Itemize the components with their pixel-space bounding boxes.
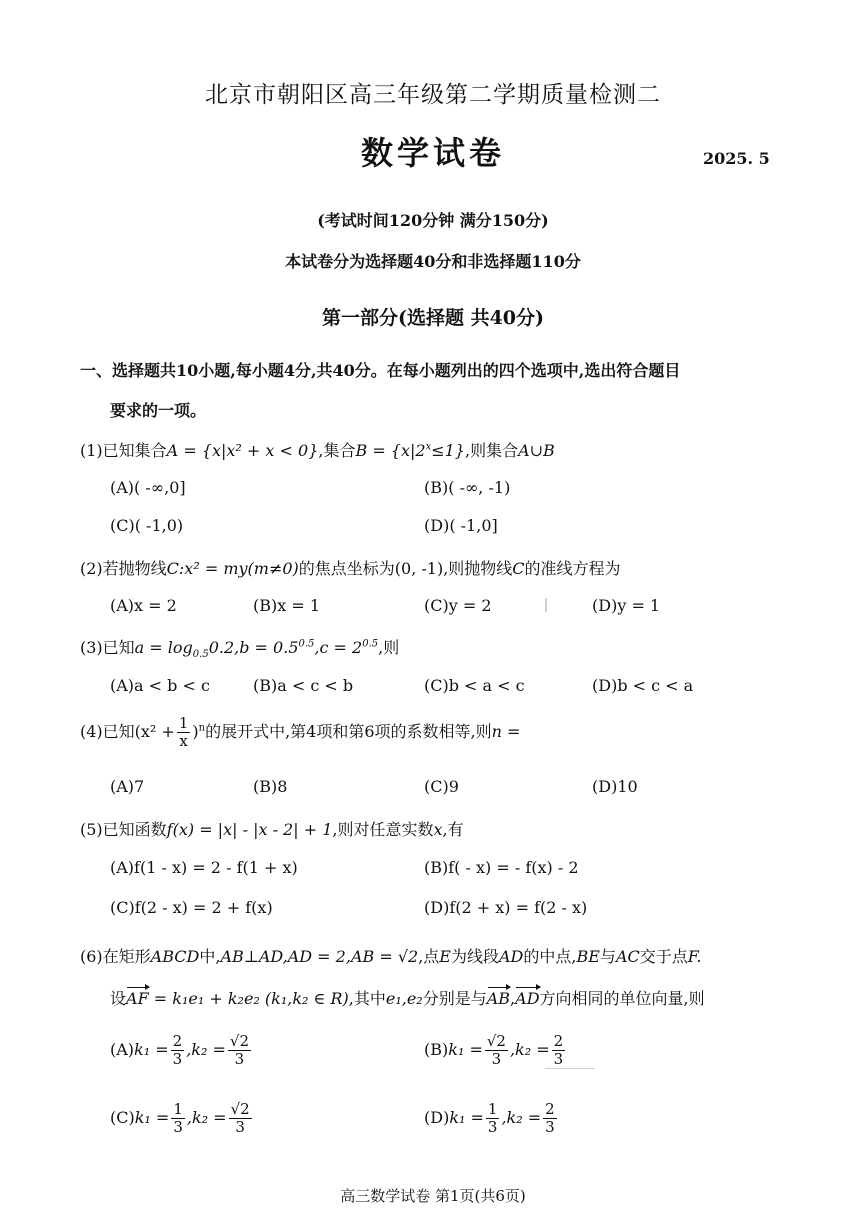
q6-c-k1: k₁ = xyxy=(134,1108,170,1127)
exam-title: 北京市朝阳区高三年级第二学期质量检测二 xyxy=(205,82,661,108)
q6-b-k2-num: 2 xyxy=(553,1032,564,1050)
q1-text: ,集合 xyxy=(318,441,356,460)
q6-option-d xyxy=(424,1102,559,1135)
q6-d-k2-num: 2 xyxy=(545,1100,555,1118)
q4-option-a: (A)7 xyxy=(110,777,145,796)
q6-a-k2-den: 3 xyxy=(234,1050,245,1068)
q6-c-k2: ,k₂ = xyxy=(186,1108,227,1127)
q6-a-k2: ,k₂ = xyxy=(186,1040,226,1059)
q4-frac-num: 1 xyxy=(178,714,189,732)
q3-c-def xyxy=(314,638,378,657)
question-4-stem xyxy=(80,716,520,749)
q3-b-pre: ,b = 0.5 xyxy=(234,638,299,657)
q6-b-label: (B) xyxy=(424,1040,449,1059)
q2-option-c: (C)y = 2 xyxy=(424,596,492,615)
instructions-line-1: 一、选择题共10小题,每小题4分,共40分。在每小题列出的四个选项中,选出符合题目 xyxy=(80,361,681,380)
question-5-stem xyxy=(80,817,464,840)
q6-c-k2-num: √2 xyxy=(230,1100,250,1118)
q6-c-k2-frac xyxy=(229,1102,252,1135)
q6-a-k1-num: 2 xyxy=(172,1032,183,1050)
q5-option-c: (C)f(2 - x) = 2 + f(x) xyxy=(110,898,273,917)
q1-option-c: (C)( -1,0) xyxy=(110,516,184,535)
subject-title: 数学试卷 xyxy=(360,134,505,172)
q6-d-label: (D) xyxy=(424,1108,450,1127)
q6-d-k1-num: 1 xyxy=(487,1100,498,1118)
q2-option-d: (D)y = 1 xyxy=(592,596,661,615)
q6-rect: ABCD xyxy=(150,947,200,966)
q3-a-base: 0.5 xyxy=(192,649,209,661)
q6-b-k1-frac xyxy=(485,1034,508,1067)
q1-option-a: (A)( -∞,0] xyxy=(110,478,186,497)
q6-c-label: (C) xyxy=(110,1108,135,1127)
q6-text: 为线段 xyxy=(450,947,499,966)
question-1-stem xyxy=(80,438,555,461)
q3-option-b: (B)a < c < b xyxy=(253,676,354,695)
q6-text: ,其中 xyxy=(348,989,386,1008)
q6-text: 方向相同的单位向量,则 xyxy=(539,989,705,1008)
q6-text: 的中点, xyxy=(523,947,577,966)
q3-option-a: (A)a < b < c xyxy=(110,676,210,695)
q6-b-k2-frac xyxy=(552,1034,566,1067)
q6-a-k1-frac xyxy=(171,1034,185,1067)
page-footer: 高三数学试卷 第1页(共6页) xyxy=(340,1187,526,1205)
q6-d-k2: ,k₂ = xyxy=(501,1108,542,1127)
q4-option-c: (C)9 xyxy=(424,777,459,796)
q6-a-k2-num: √2 xyxy=(229,1032,249,1050)
q2-text: 的准线方程为 xyxy=(524,559,621,578)
q6-point-f: F. xyxy=(687,947,702,966)
q6-conditions: AB⊥AD,AD = 2,AB = √2 xyxy=(220,947,419,966)
q6-seg-ad: AD xyxy=(499,947,524,966)
q3-option-c: (C)b < a < c xyxy=(424,676,525,695)
time-info: (考试时间120分钟 满分150分) xyxy=(317,211,549,230)
q4-n: n = xyxy=(491,722,521,741)
q6-b-k1-den: 3 xyxy=(491,1050,502,1068)
q6-text: 设 xyxy=(110,989,127,1008)
q6-text: ,点 xyxy=(418,947,440,966)
q3-text: ,则 xyxy=(378,638,400,657)
q6-a-k2-frac xyxy=(228,1034,251,1067)
q5-option-b: (B)f( - x) = - f(x) - 2 xyxy=(424,858,579,877)
q3-a-def xyxy=(134,638,235,661)
score-composition: 本试卷分为选择题40分和非选择题110分 xyxy=(285,252,581,271)
q6-text: 交于点 xyxy=(639,947,688,966)
q6-d-k1-den: 3 xyxy=(487,1118,498,1136)
q6-seg-ac: AC xyxy=(615,947,640,966)
q6-option-a xyxy=(110,1034,253,1067)
q1-set-b-post: ≤1} xyxy=(431,441,465,460)
q3-a-arg: 0.2 xyxy=(208,638,235,657)
q3-b-exp: 0.5 xyxy=(298,638,315,650)
question-6-line-2 xyxy=(110,986,705,1009)
q6-c-k1-num: 1 xyxy=(173,1100,183,1118)
q6-d-k2-frac xyxy=(543,1102,557,1135)
q1-text: (1)已知集合 xyxy=(80,441,167,460)
q6-d-k2-den: 3 xyxy=(545,1118,555,1136)
q6-a-label: (A) xyxy=(110,1040,135,1059)
q6-unit-vectors: e₁,e₂ xyxy=(385,989,423,1008)
q6-c-k1-den: 3 xyxy=(173,1118,183,1136)
q6-text: 中, xyxy=(199,947,221,966)
instructions-line-2: 要求的一项。 xyxy=(110,401,207,420)
q6-c-k1-frac xyxy=(171,1102,185,1135)
q6-vector-ad: AD xyxy=(515,989,540,1008)
q6-c-k2-den: 3 xyxy=(235,1118,245,1136)
q3-b-def xyxy=(234,638,314,657)
q3-c-exp: 0.5 xyxy=(362,638,379,650)
q4-exp: n xyxy=(198,722,206,734)
q6-decomposition: = k₁e₁ + k₂e₂ (k₁,k₂ ∈ R) xyxy=(153,989,349,1008)
q5-text: (5)已知函数 xyxy=(80,820,167,839)
q6-text: 与 xyxy=(599,947,616,966)
q6-text: (6)在矩形 xyxy=(80,947,151,966)
q6-d-k1: k₁ = xyxy=(449,1108,484,1127)
q4-option-d: (D)10 xyxy=(592,777,638,796)
question-3-stem xyxy=(80,635,399,660)
q1-set-b-exp: x xyxy=(425,441,432,453)
q6-option-c xyxy=(110,1102,254,1135)
q1-set-b xyxy=(355,441,465,460)
q5-text: ,则对任意实数 xyxy=(332,820,434,839)
q4-text: (4)已知(x² + xyxy=(80,722,175,741)
q2-text: 的焦点坐标为(0, -1),则抛物线 xyxy=(298,559,513,578)
q1-set-a: A = {x|x² + x < 0} xyxy=(166,441,319,460)
q6-a-k1-den: 3 xyxy=(172,1050,183,1068)
q6-b-k1: k₁ = xyxy=(448,1040,483,1059)
exam-date: 2025. 5 xyxy=(703,149,770,168)
q1-option-b: (B)( -∞, -1) xyxy=(424,478,511,497)
q6-seg-be: BE xyxy=(576,947,600,966)
q4-fraction xyxy=(177,716,191,749)
q6-b-k1-num: √2 xyxy=(486,1032,506,1050)
q1-text: ,则集合 xyxy=(464,441,519,460)
q2-curve: C:x² = my(m≠0) xyxy=(166,559,299,578)
q5-function: f(x) = |x| - |x - 2| + 1 xyxy=(166,820,333,839)
q4-frac-den: x xyxy=(179,732,188,750)
q5-option-a: (A)f(1 - x) = 2 - f(1 + x) xyxy=(110,858,298,877)
q2-option-a: (A)x = 2 xyxy=(110,596,177,615)
q5-text: ,有 xyxy=(442,820,464,839)
question-2-stem xyxy=(80,556,621,579)
q3-text: (3)已知 xyxy=(80,638,135,657)
part-title: 第一部分(选择题 共40分) xyxy=(321,307,545,329)
q3-a-pre: a = log xyxy=(134,638,193,657)
q6-vector-ab: AB xyxy=(486,989,511,1008)
q2-text: (2)若抛物线 xyxy=(80,559,167,578)
q1-option-d: (D)( -1,0] xyxy=(424,516,498,535)
q6-point-e: E xyxy=(439,947,451,966)
q4-text: 的展开式中,第4项和第6项的系数相等,则 xyxy=(205,722,492,741)
q6-text: 分别是与 xyxy=(422,989,487,1008)
q4-paren: ) xyxy=(192,722,199,741)
q6-d-k1-frac xyxy=(486,1102,500,1135)
q4-option-b: (B)8 xyxy=(253,777,288,796)
q1-set-b-pre: B = {x|2 xyxy=(355,441,426,460)
q5-option-d: (D)f(2 + x) = f(2 - x) xyxy=(424,898,588,917)
q6-comma: , xyxy=(510,989,516,1008)
q6-vector-af: AF xyxy=(126,989,149,1008)
scan-mark xyxy=(545,1068,595,1069)
q5-var: x xyxy=(433,820,443,839)
q1-union: A∪B xyxy=(518,441,555,460)
q6-b-k2-den: 3 xyxy=(553,1050,564,1068)
q3-option-d: (D)b < c < a xyxy=(592,676,694,695)
q2-curve-name: C xyxy=(512,559,525,578)
q3-c-pre: ,c = 2 xyxy=(314,638,363,657)
q2-option-b: (B)x = 1 xyxy=(253,596,321,615)
question-6-line-1 xyxy=(80,944,701,967)
q6-option-b xyxy=(424,1034,567,1067)
q6-b-k2: ,k₂ = xyxy=(509,1040,550,1059)
scan-mark xyxy=(545,598,547,612)
q6-a-k1: k₁ = xyxy=(134,1040,169,1059)
